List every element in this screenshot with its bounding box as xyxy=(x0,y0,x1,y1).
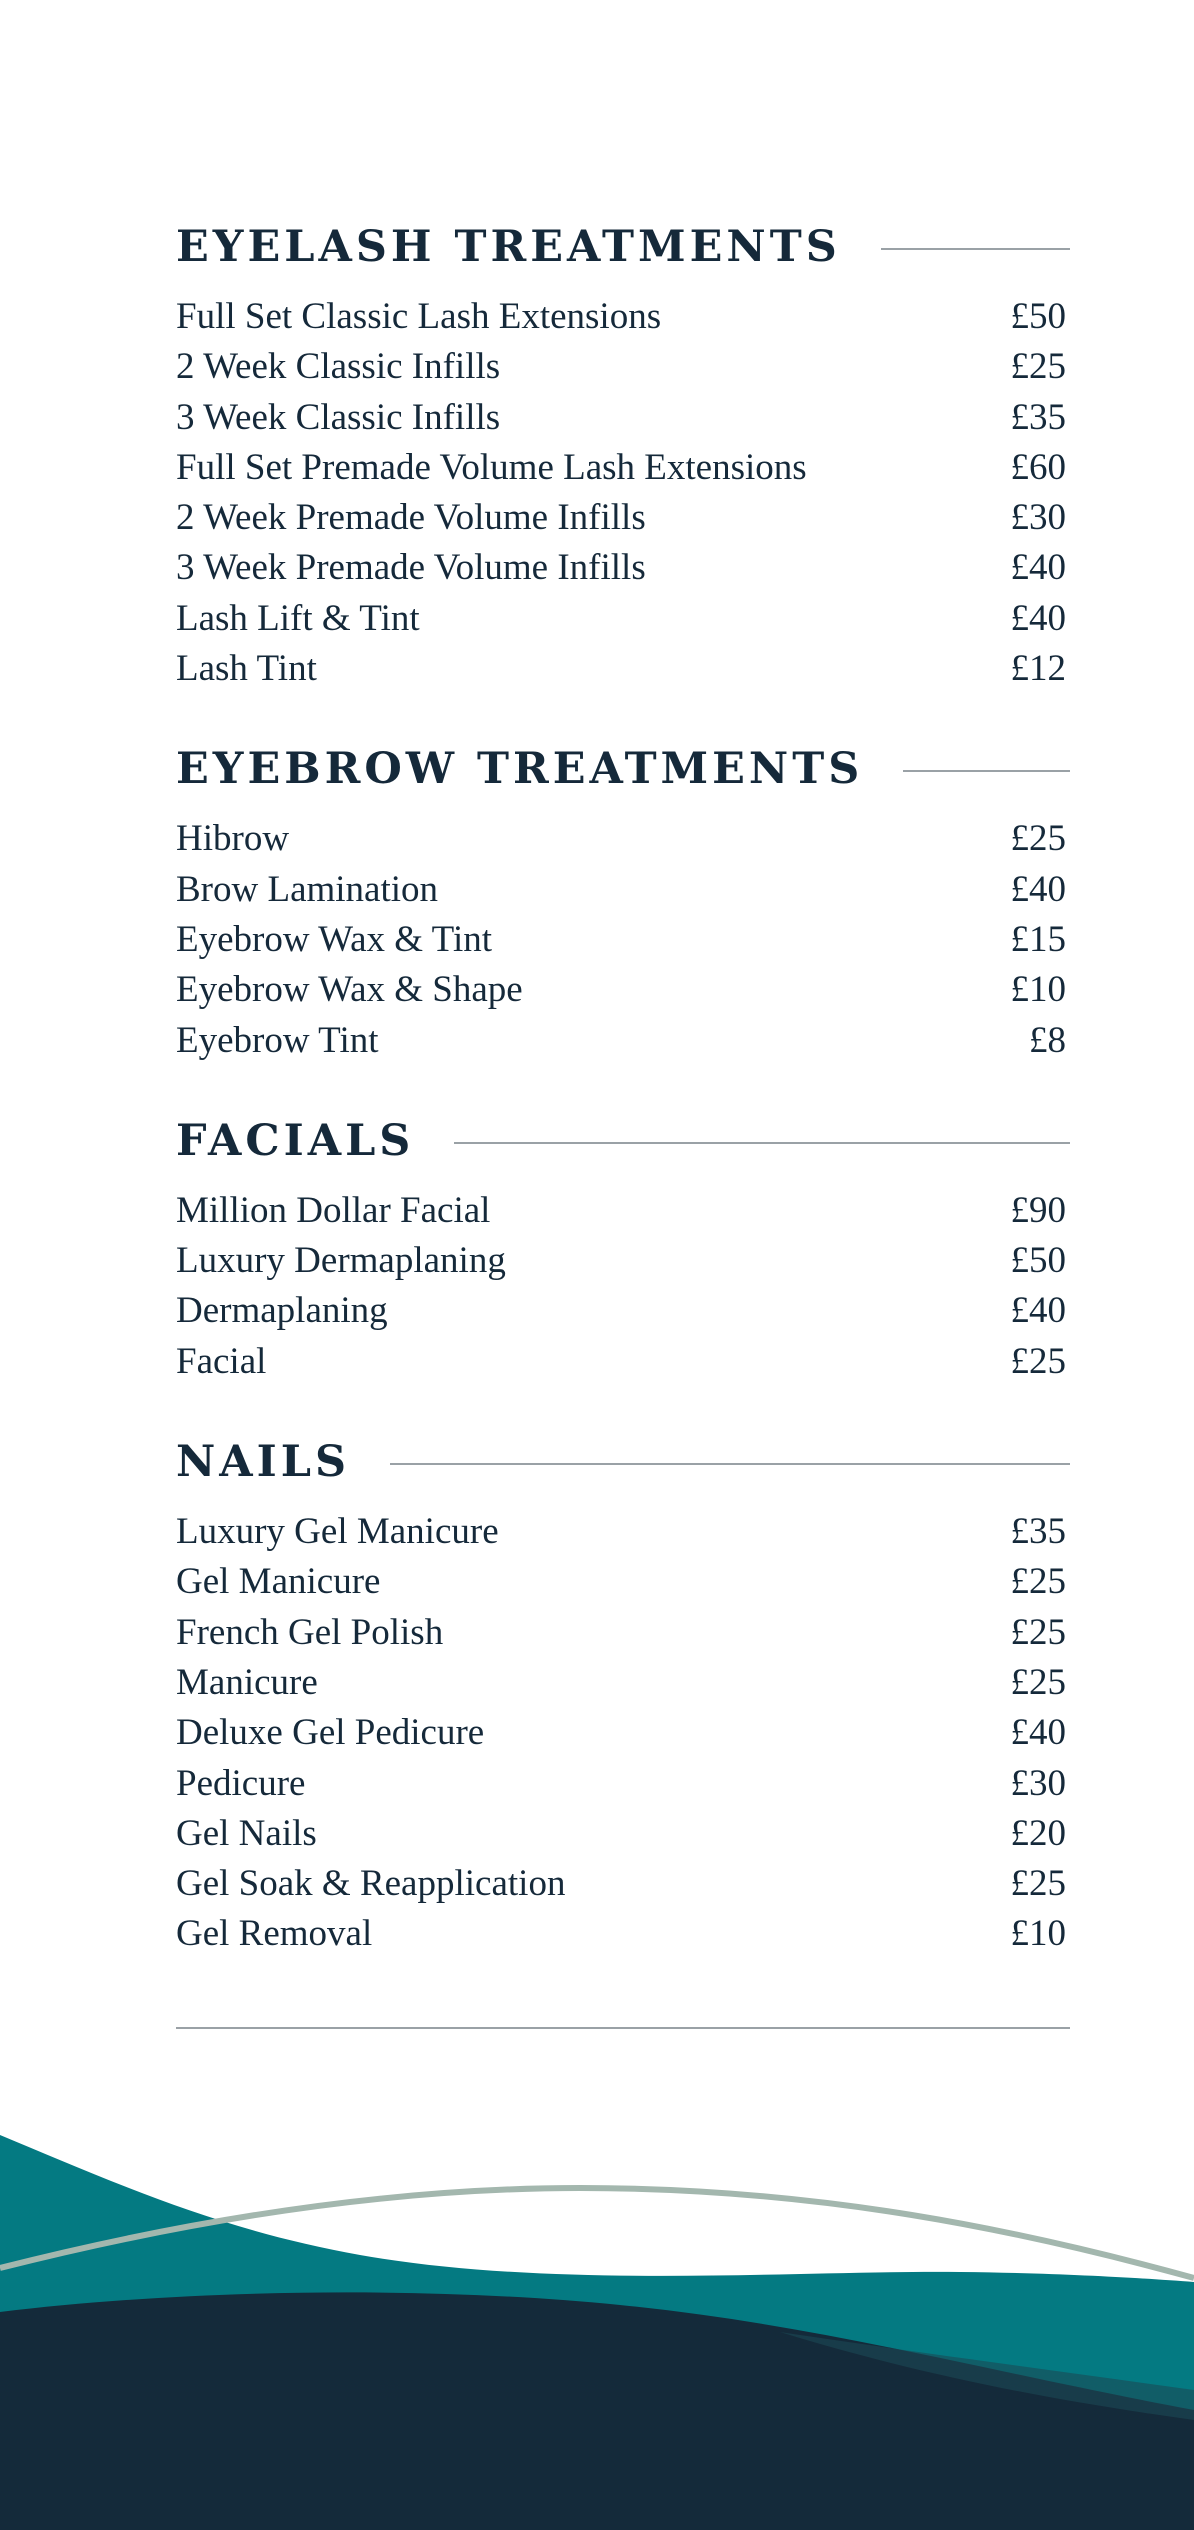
item-list xyxy=(176,1189,1070,1390)
item-name: Gel Nails xyxy=(176,1812,317,1854)
section-header xyxy=(176,1109,1070,1173)
section-title: NAILS xyxy=(176,1437,351,1488)
menu-item xyxy=(176,1711,1070,1761)
item-name: French Gel Polish xyxy=(176,1611,444,1653)
menu-item xyxy=(176,918,1070,968)
item-price: £8 xyxy=(1029,1019,1066,1061)
section-facials xyxy=(176,1109,1070,1390)
section-divider xyxy=(881,248,1070,250)
menu-item xyxy=(176,1862,1070,1912)
item-price: £30 xyxy=(1010,1762,1066,1804)
item-name: 3 Week Premade Volume Infills xyxy=(176,547,646,589)
section-title: EYEBROW TREATMENTS xyxy=(176,744,864,795)
section-header xyxy=(176,737,1070,801)
menu-item xyxy=(176,968,1070,1018)
menu-item xyxy=(176,868,1070,918)
item-price: £60 xyxy=(1010,446,1066,488)
item-name: Full Set Classic Lash Extensions xyxy=(176,296,662,337)
menu-item xyxy=(176,597,1070,647)
item-price: £10 xyxy=(1010,1913,1066,1955)
section-eyelash-treatments xyxy=(176,215,1070,697)
item-price: £25 xyxy=(1010,346,1066,388)
section-header xyxy=(176,1430,1070,1494)
price-menu xyxy=(176,215,1070,1963)
item-price: £35 xyxy=(1010,1511,1066,1553)
item-price: £20 xyxy=(1010,1812,1066,1854)
item-list xyxy=(176,295,1070,697)
section-divider xyxy=(454,1142,1070,1144)
menu-item xyxy=(176,1611,1070,1661)
menu-item xyxy=(176,295,1070,345)
item-price: £30 xyxy=(1010,497,1066,539)
item-price: £25 xyxy=(1010,1611,1066,1653)
decorative-waves xyxy=(0,2100,1194,2530)
item-price: £25 xyxy=(1010,1340,1066,1382)
item-name: Eyebrow Tint xyxy=(176,1019,379,1061)
item-price: £40 xyxy=(1010,868,1066,910)
item-price: £25 xyxy=(1010,1561,1066,1603)
item-name: Eyebrow Wax & Shape xyxy=(176,969,523,1011)
menu-item xyxy=(176,817,1070,867)
item-price: £40 xyxy=(1010,547,1066,589)
menu-item xyxy=(176,1661,1070,1711)
item-price: £40 xyxy=(1010,597,1066,639)
item-price: £12 xyxy=(1010,648,1066,690)
item-price: £40 xyxy=(1010,1290,1066,1332)
item-name: Manicure xyxy=(176,1661,318,1703)
item-name: Million Dollar Facial xyxy=(176,1189,491,1231)
item-name: Lash Tint xyxy=(176,648,317,690)
item-name: 3 Week Classic Infills xyxy=(176,396,501,438)
item-price: £25 xyxy=(1010,818,1066,860)
item-name: Gel Soak & Reapplication xyxy=(176,1863,566,1905)
item-price: £25 xyxy=(1010,1661,1066,1703)
section-divider xyxy=(903,770,1070,772)
menu-item xyxy=(176,1560,1070,1610)
item-name: Eyebrow Wax & Tint xyxy=(176,918,492,960)
menu-item xyxy=(176,1340,1070,1390)
item-price: £10 xyxy=(1010,969,1066,1011)
item-name: Facial xyxy=(176,1340,267,1382)
item-price: £35 xyxy=(1010,396,1066,438)
section-title: FACIALS xyxy=(176,1115,415,1166)
menu-item xyxy=(176,1912,1070,1962)
menu-item xyxy=(176,496,1070,546)
item-name: Gel Removal xyxy=(176,1913,373,1955)
item-name: Luxury Gel Manicure xyxy=(176,1511,499,1553)
item-name: 2 Week Classic Infills xyxy=(176,346,501,388)
item-name: Hibrow xyxy=(176,818,290,860)
item-price: £40 xyxy=(1010,1712,1066,1754)
item-price: £25 xyxy=(1010,1863,1066,1905)
menu-item xyxy=(176,1239,1070,1289)
item-price: £50 xyxy=(1010,1240,1066,1282)
section-header xyxy=(176,215,1070,279)
menu-item xyxy=(176,647,1070,697)
menu-item xyxy=(176,1762,1070,1812)
item-name: Luxury Dermaplaning xyxy=(176,1240,506,1282)
item-name: Full Set Premade Volume Lash Extensions xyxy=(176,446,807,488)
item-price: £50 xyxy=(1010,296,1066,337)
item-price: £15 xyxy=(1010,918,1066,960)
item-name: Deluxe Gel Pedicure xyxy=(176,1712,485,1754)
section-title: EYELASH TREATMENTS xyxy=(176,222,841,272)
section-nails xyxy=(176,1430,1070,1963)
menu-item xyxy=(176,1510,1070,1560)
item-name: Dermaplaning xyxy=(176,1290,388,1332)
item-name: Lash Lift & Tint xyxy=(176,597,420,639)
item-name: Gel Manicure xyxy=(176,1561,381,1603)
section-divider xyxy=(390,1463,1070,1465)
section-eyebrow-treatments xyxy=(176,737,1070,1068)
menu-item xyxy=(176,446,1070,496)
menu-item xyxy=(176,396,1070,446)
menu-item xyxy=(176,345,1070,395)
item-list xyxy=(176,1510,1070,1963)
menu-item xyxy=(176,1812,1070,1862)
menu-item xyxy=(176,1189,1070,1239)
menu-item xyxy=(176,1019,1070,1069)
item-name: Brow Lamination xyxy=(176,868,439,910)
bottom-divider xyxy=(176,2027,1070,2029)
item-list xyxy=(176,817,1070,1068)
menu-item xyxy=(176,1289,1070,1339)
menu-item xyxy=(176,546,1070,596)
item-price: £90 xyxy=(1010,1189,1066,1231)
item-name: Pedicure xyxy=(176,1762,306,1804)
item-name: 2 Week Premade Volume Infills xyxy=(176,497,646,539)
